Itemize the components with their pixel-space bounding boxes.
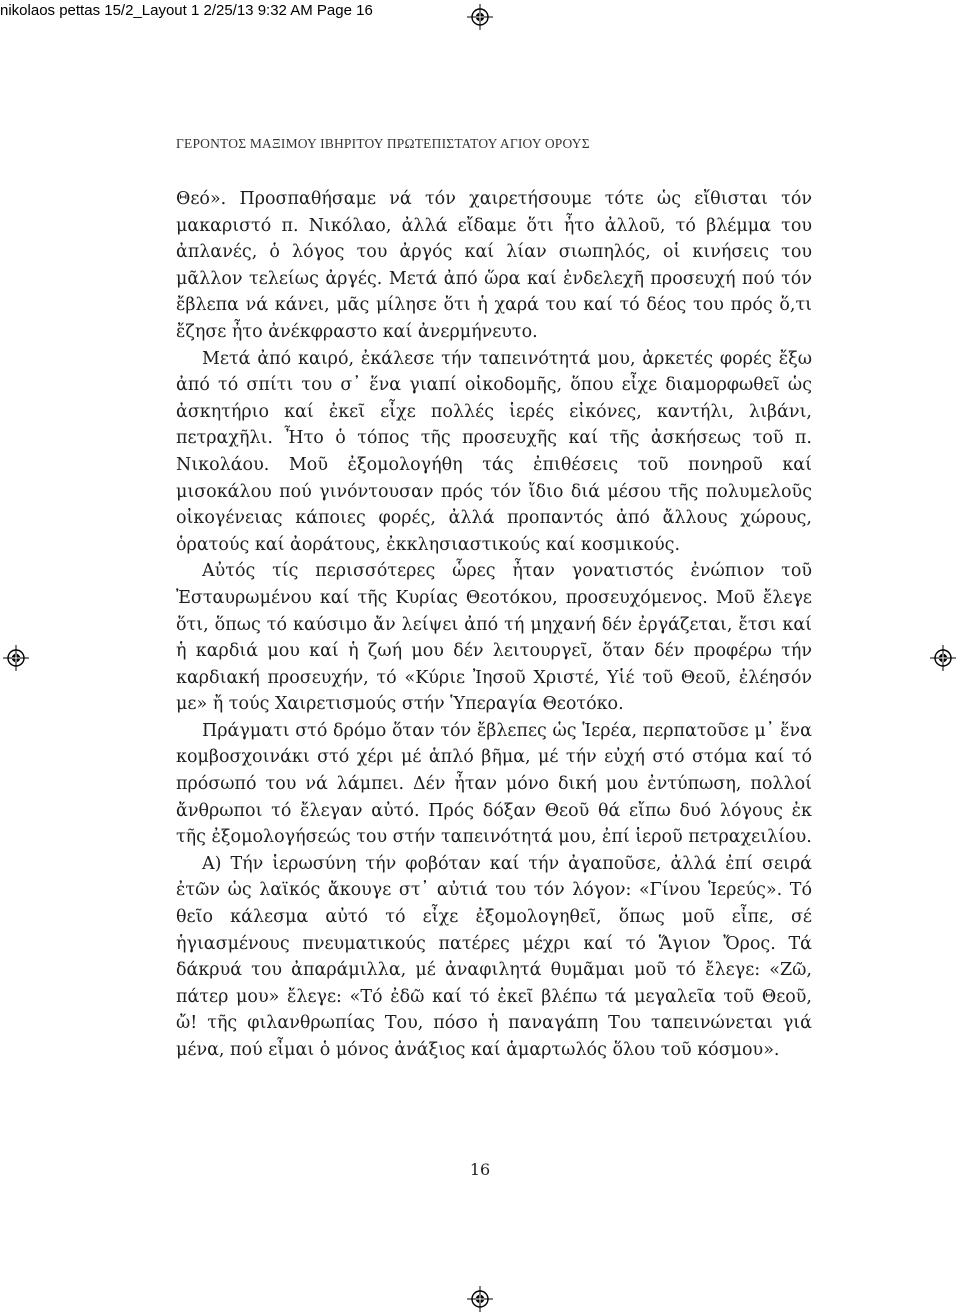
page-number: 16 [469, 1160, 491, 1179]
paragraph: Μετά ἀπό καιρό, ἐκάλεσε τήν ταπεινότητά μου, ἀρκετές φορές ἔξω ἀπό τό σπίτι του σ᾽ ἕνα γιαπί οἰκοδομῆς, ὅπου εἶχε διαμορφωθεῖ ὡς ἀσκητήριο καί ἐκεῖ εἶχε πολλές ἱερές εἰκόνες, καντήλι, λιβάνι, πετραχῆλι. Ἦτο ὁ τόπος τῆς προσευχῆς καί τῆς ἀσκήσεως τοῦ π. Νικολάου. Μοῦ ἐξομολογήθη τάς ἐπιθέσεις τοῦ πονηροῦ καί μισοκάλου πού γινόντουσαν πρός τόν ἴδιο διά μέσου τῆς πολυμελοῦς οἰκογένειας κάποιες φορές, ἀλλά προπαντός ἀπό ἄλλους χώρους, ὁρατούς καί ἀοράτους, ἐκκλησιαστικούς καί κοσμικούς. [176, 348, 812, 555]
registration-mark-icon [930, 645, 956, 671]
registration-mark-icon [467, 4, 493, 30]
running-head: ΓΕΡΟΝΤΟΣ ΜΑΞΙΜΟΥ ΙΒΗΡΙΤΟΥ ΠΡΩΤΕΠΙΣΤΑΤΟΥ ΑΓΙΟΥ ΟΡΟΥΣ [176, 136, 590, 151]
body-text [176, 186, 812, 1064]
registration-mark-icon [467, 1286, 493, 1312]
paragraph: Α) Τήν ἱερωσύνη τήν φοβόταν καί τήν ἀγαποῦσε, ἀλλά ἐπί σειρά ἐτῶν ὡς λαϊκός ἄκουγε στ᾽ αὐτιά του τόν λόγον: «Γίνου Ἱερεύς». Τό θεῖο κάλεσμα αὐτό τό εἶχε ἐξομολογηθεῖ, ὅπως μοῦ εἶπε, σέ ἡγιασμένους πνευματικούς πατέρες μέχρι καί τό Ἅγιον Ὄρος. Τά δάκρυά του ἀπαράμιλλα, μέ ἀναφιλητά θυμᾶμαι μοῦ τό ἔλεγε: «Ζῶ, πάτερ μου» ἔλεγε: «Τό ἐδῶ καί τό ἐκεῖ βλέπω τά μεγαλεῖα τοῦ Θεοῦ, ὤ! τῆς φιλανθρωπίας Του, πόσο ἡ παναγάπη Του ταπεινώνεται γιά μένα, πού εἶμαι ὁ μόνος ἀνάξιος καί ἁμαρτωλός ὅλου τοῦ κόσμου». [176, 853, 812, 1060]
paragraph: Αὐτός τίς περισσότερες ὧρες ἦταν γονατιστός ἐνώπιον τοῦ Ἐσταυρωμένου καί τῆς Κυρίας Θεοτόκου, προσευχόμενος. Μοῦ ἔλεγε ὅτι, ὅπως τό καύσιμο ἄν λείψει ἀπό τή μηχανή δέν ἐργάζεται, ἔτσι καί ἡ καρδιά μου καί ἡ ζωή μου δέν λειτουργεῖ, ὅταν δέν προφέρω τήν καρδιακή προσευχήν, τό «Κύριε Ἰησοῦ Χριστέ, Υἱέ τοῦ Θεοῦ, ἐλέησόν με» ἤ τούς Χαιρετισμούς στήν Ὑπεραγία Θεοτόκο. [176, 561, 812, 715]
registration-mark-icon [3, 645, 29, 671]
paragraph: Θεό». Προσπαθήσαμε νά τόν χαιρετήσουμε τότε ὡς εἴθισται τόν μακαριστό π. Νικόλαο, ἀλλά εἴδαμε ὅτι ἦτο ἀλλοῦ, τό βλέμμα του ἀπλανές, ὁ λόγος του ἀργός καί λίαν σιωπηλός, οἱ κινήσεις του μᾶλλον τελείως ἀργές. Μετά ἀπό ὥρα καί ἐνδελεχῆ προσευχή πού τόν ἔβλεπα νά κάνει, μᾶς μίλησε ὅτι ἡ χαρά του καί τό δέος του πρός ὅ,τι ἔζησε ἦτο ἀνέκφραστο καί ἀνερμήνευτο. [176, 189, 812, 342]
print-slug: nikolaos pettas 15/2_Layout 1 2/25/13 9:32 AM Page 16 [0, 2, 373, 19]
paragraph: Πράγματι στό δρόμο ὅταν τόν ἔβλεπες ὡς Ἱερέα, περπατοῦσε μ᾽ ἕνα κομβοσχοινάκι στό χέρι μέ ἁπλό βῆμα, μέ τήν εὐχή στό στόμα καί τό πρόσωπό του νά λάμπει. Δέν ἦταν μόνο δική μου ἐντύπωση, πολλοί ἄνθρωποι τό ἔλεγαν αὐτό. Πρός δόξαν Θεοῦ θά εἴπω δυό λόγους ἐκ τῆς ἐξομολογήσεώς του στήν ταπεινότητά μου, ἐπί ἱεροῦ πετραχειλίου. [176, 720, 812, 848]
